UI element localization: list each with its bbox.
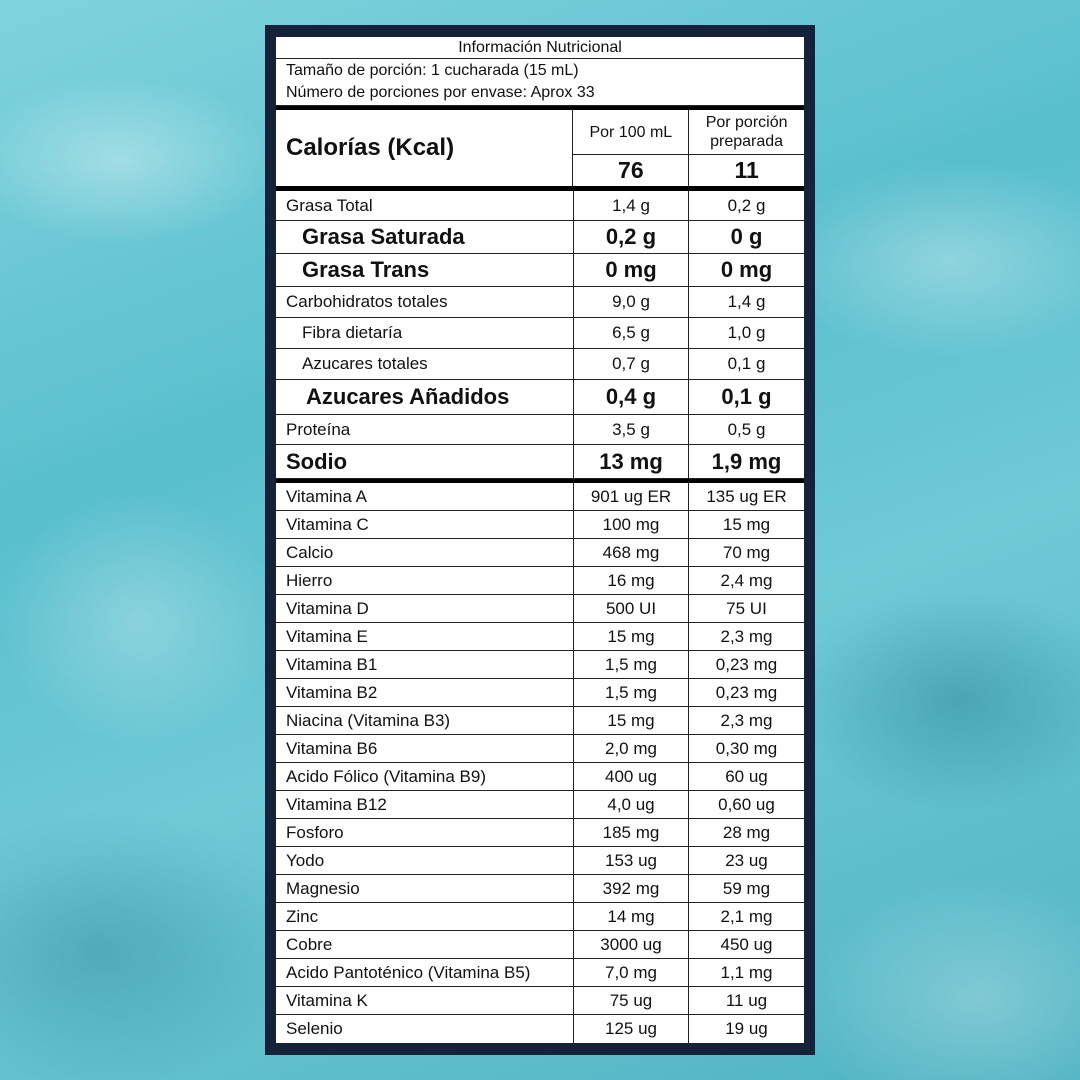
table-row [276,735,804,763]
value-per-100ml: 15 mg [574,707,689,734]
nutrient-name: Azucares Añadidos [276,380,574,414]
nutrient-name: Grasa Trans [276,254,574,286]
value-per-100ml: 16 mg [574,567,689,594]
value-per-serving: 1,9 mg [711,448,782,474]
value-per-100ml: 1,4 g [574,191,689,220]
value-per-serving: 1,0 g [727,323,766,342]
value-per-serving: 0 g [730,224,763,249]
nutrient-name: Grasa Saturada [276,221,574,253]
table-row [276,987,804,1015]
nutrient-name: Calcio [276,539,574,566]
table-row [276,651,804,679]
servings-per-container: Número de porciones por envase: Aprox 33 [286,84,595,101]
nutrients-table [276,191,804,479]
nutrient-name: Vitamina B12 [276,791,574,818]
value-per-serving: 0,23 mg [715,654,778,674]
value-per-100ml: 15 mg [574,623,689,650]
table-row [276,445,804,479]
table-row [276,875,804,903]
nutrient-name: Selenio [276,1015,574,1043]
value-per-100ml: 7,0 mg [574,959,689,986]
table-row [276,380,804,415]
table-row [276,679,804,707]
value-per-100ml: 0,2 g [574,221,689,253]
table-row [276,318,804,349]
value-per-100ml: 75 ug [574,987,689,1014]
table-row [276,1015,804,1043]
table-row [276,819,804,847]
calories-label: Calorías (Kcal) [276,110,573,186]
value-per-100ml: 125 ug [574,1015,689,1043]
value-per-100ml: 500 UI [574,595,689,622]
table-row [276,903,804,931]
nutrient-name: Azucares totales [276,349,574,379]
nutrient-name: Zinc [276,903,574,930]
value-per-serving: 0 mg [720,257,773,282]
value-per-100ml: 2,0 mg [574,735,689,762]
nutrition-label-frame [265,25,815,1055]
nutrient-name: Niacina (Vitamina B3) [276,707,574,734]
value-per-serving: 28 mg [722,822,771,842]
value-per-100ml: 185 mg [574,819,689,846]
value-per-100ml: 3,5 g [574,415,689,444]
serving-size: Tamaño de porción: 1 cucharada (15 mL) [286,62,579,79]
nutrient-name: Vitamina B2 [276,679,574,706]
value-per-100ml: 9,0 g [574,287,689,317]
value-per-100ml: 153 ug [574,847,689,874]
nutrient-name: Cobre [276,931,574,958]
table-row [276,221,804,254]
nutrient-name: Vitamina B1 [276,651,574,678]
value-per-100ml: 0,7 g [574,349,689,379]
table-row [276,539,804,567]
table-row [276,959,804,987]
nutrient-name: Vitamina A [276,483,574,510]
value-per-serving: 0,5 g [727,419,766,439]
label-title: Información Nutricional [276,37,804,59]
value-per-100ml: 3000 ug [574,931,689,958]
calories-col-serving [689,110,804,186]
calories-per-100ml: 76 [618,157,644,183]
value-per-serving: 2,4 mg [720,570,773,590]
nutrient-name: Vitamina B6 [276,735,574,762]
value-per-100ml: 468 mg [574,539,689,566]
value-per-serving: 0,23 mg [715,682,778,702]
nutrient-name: Hierro [276,567,574,594]
value-per-serving: 15 mg [722,514,771,534]
table-row [276,349,804,380]
nutrient-name: Sodio [276,445,574,478]
value-per-serving: 0,1 g [721,384,772,409]
table-row [276,931,804,959]
calories-block [276,110,804,187]
label-header [276,37,804,106]
calories-per-serving: 11 [734,157,759,183]
value-per-100ml: 100 mg [574,511,689,538]
value-per-serving: 0,2 g [727,195,766,215]
value-per-100ml: 901 ug ER [574,483,689,510]
table-row [276,791,804,819]
col-head-per-serving: Por porción preparada [689,110,804,155]
value-per-serving: 0,30 mg [715,738,778,758]
value-per-serving: 75 UI [726,598,767,618]
value-per-serving: 1,4 g [727,292,766,311]
nutrient-name: Vitamina E [276,623,574,650]
nutrient-name: Grasa Total [276,191,574,220]
nutrient-name: Fibra dietaría [276,318,574,348]
nutrition-label [276,37,804,1043]
value-per-serving: 450 ug [720,934,773,954]
table-row [276,707,804,735]
nutrient-name: Carbohidratos totales [276,287,574,317]
value-per-100ml: 6,5 g [574,318,689,348]
value-per-100ml: 14 mg [574,903,689,930]
value-per-100ml: 0 mg [574,254,689,286]
value-per-serving: 2,3 mg [720,626,773,646]
nutrient-name: Vitamina D [276,595,574,622]
value-per-serving: 135 ug ER [706,486,787,506]
table-row [276,483,804,511]
table-row [276,254,804,287]
table-row [276,191,804,221]
value-per-serving: 19 ug [725,1019,768,1038]
table-row [276,763,804,791]
value-per-serving: 59 mg [722,878,771,898]
nutrient-name: Yodo [276,847,574,874]
table-row [276,511,804,539]
calories-col-100ml [573,110,689,186]
value-per-100ml: 0,4 g [574,380,689,414]
nutrient-name: Magnesio [276,875,574,902]
table-row [276,623,804,651]
table-row [276,595,804,623]
nutrient-name: Vitamina K [276,987,574,1014]
value-per-100ml: 400 ug [574,763,689,790]
col-head-per-100ml: Por 100 mL [573,110,688,155]
nutrient-name: Fosforo [276,819,574,846]
nutrient-name: Acido Fólico (Vitamina B9) [276,763,574,790]
value-per-serving: 23 ug [725,850,768,870]
nutrient-name: Proteína [276,415,574,444]
value-per-serving: 2,3 mg [720,710,773,730]
table-row [276,847,804,875]
value-per-100ml: 1,5 mg [574,679,689,706]
value-per-serving: 0,1 g [727,354,766,373]
value-per-100ml: 4,0 ug [574,791,689,818]
value-per-100ml: 1,5 mg [574,651,689,678]
table-row [276,415,804,445]
value-per-serving: 0,60 ug [718,794,775,814]
vitamins-table [276,483,804,1043]
value-per-100ml: 13 mg [574,445,689,478]
value-per-serving: 1,1 mg [720,962,773,982]
value-per-100ml: 392 mg [574,875,689,902]
table-row [276,287,804,318]
value-per-serving: 70 mg [722,542,771,562]
value-per-serving: 60 ug [725,766,768,786]
nutrient-name: Acido Pantoténico (Vitamina B5) [276,959,574,986]
value-per-serving: 2,1 mg [720,906,773,926]
value-per-serving: 11 ug [725,990,768,1010]
table-row [276,567,804,595]
nutrient-name: Vitamina C [276,511,574,538]
